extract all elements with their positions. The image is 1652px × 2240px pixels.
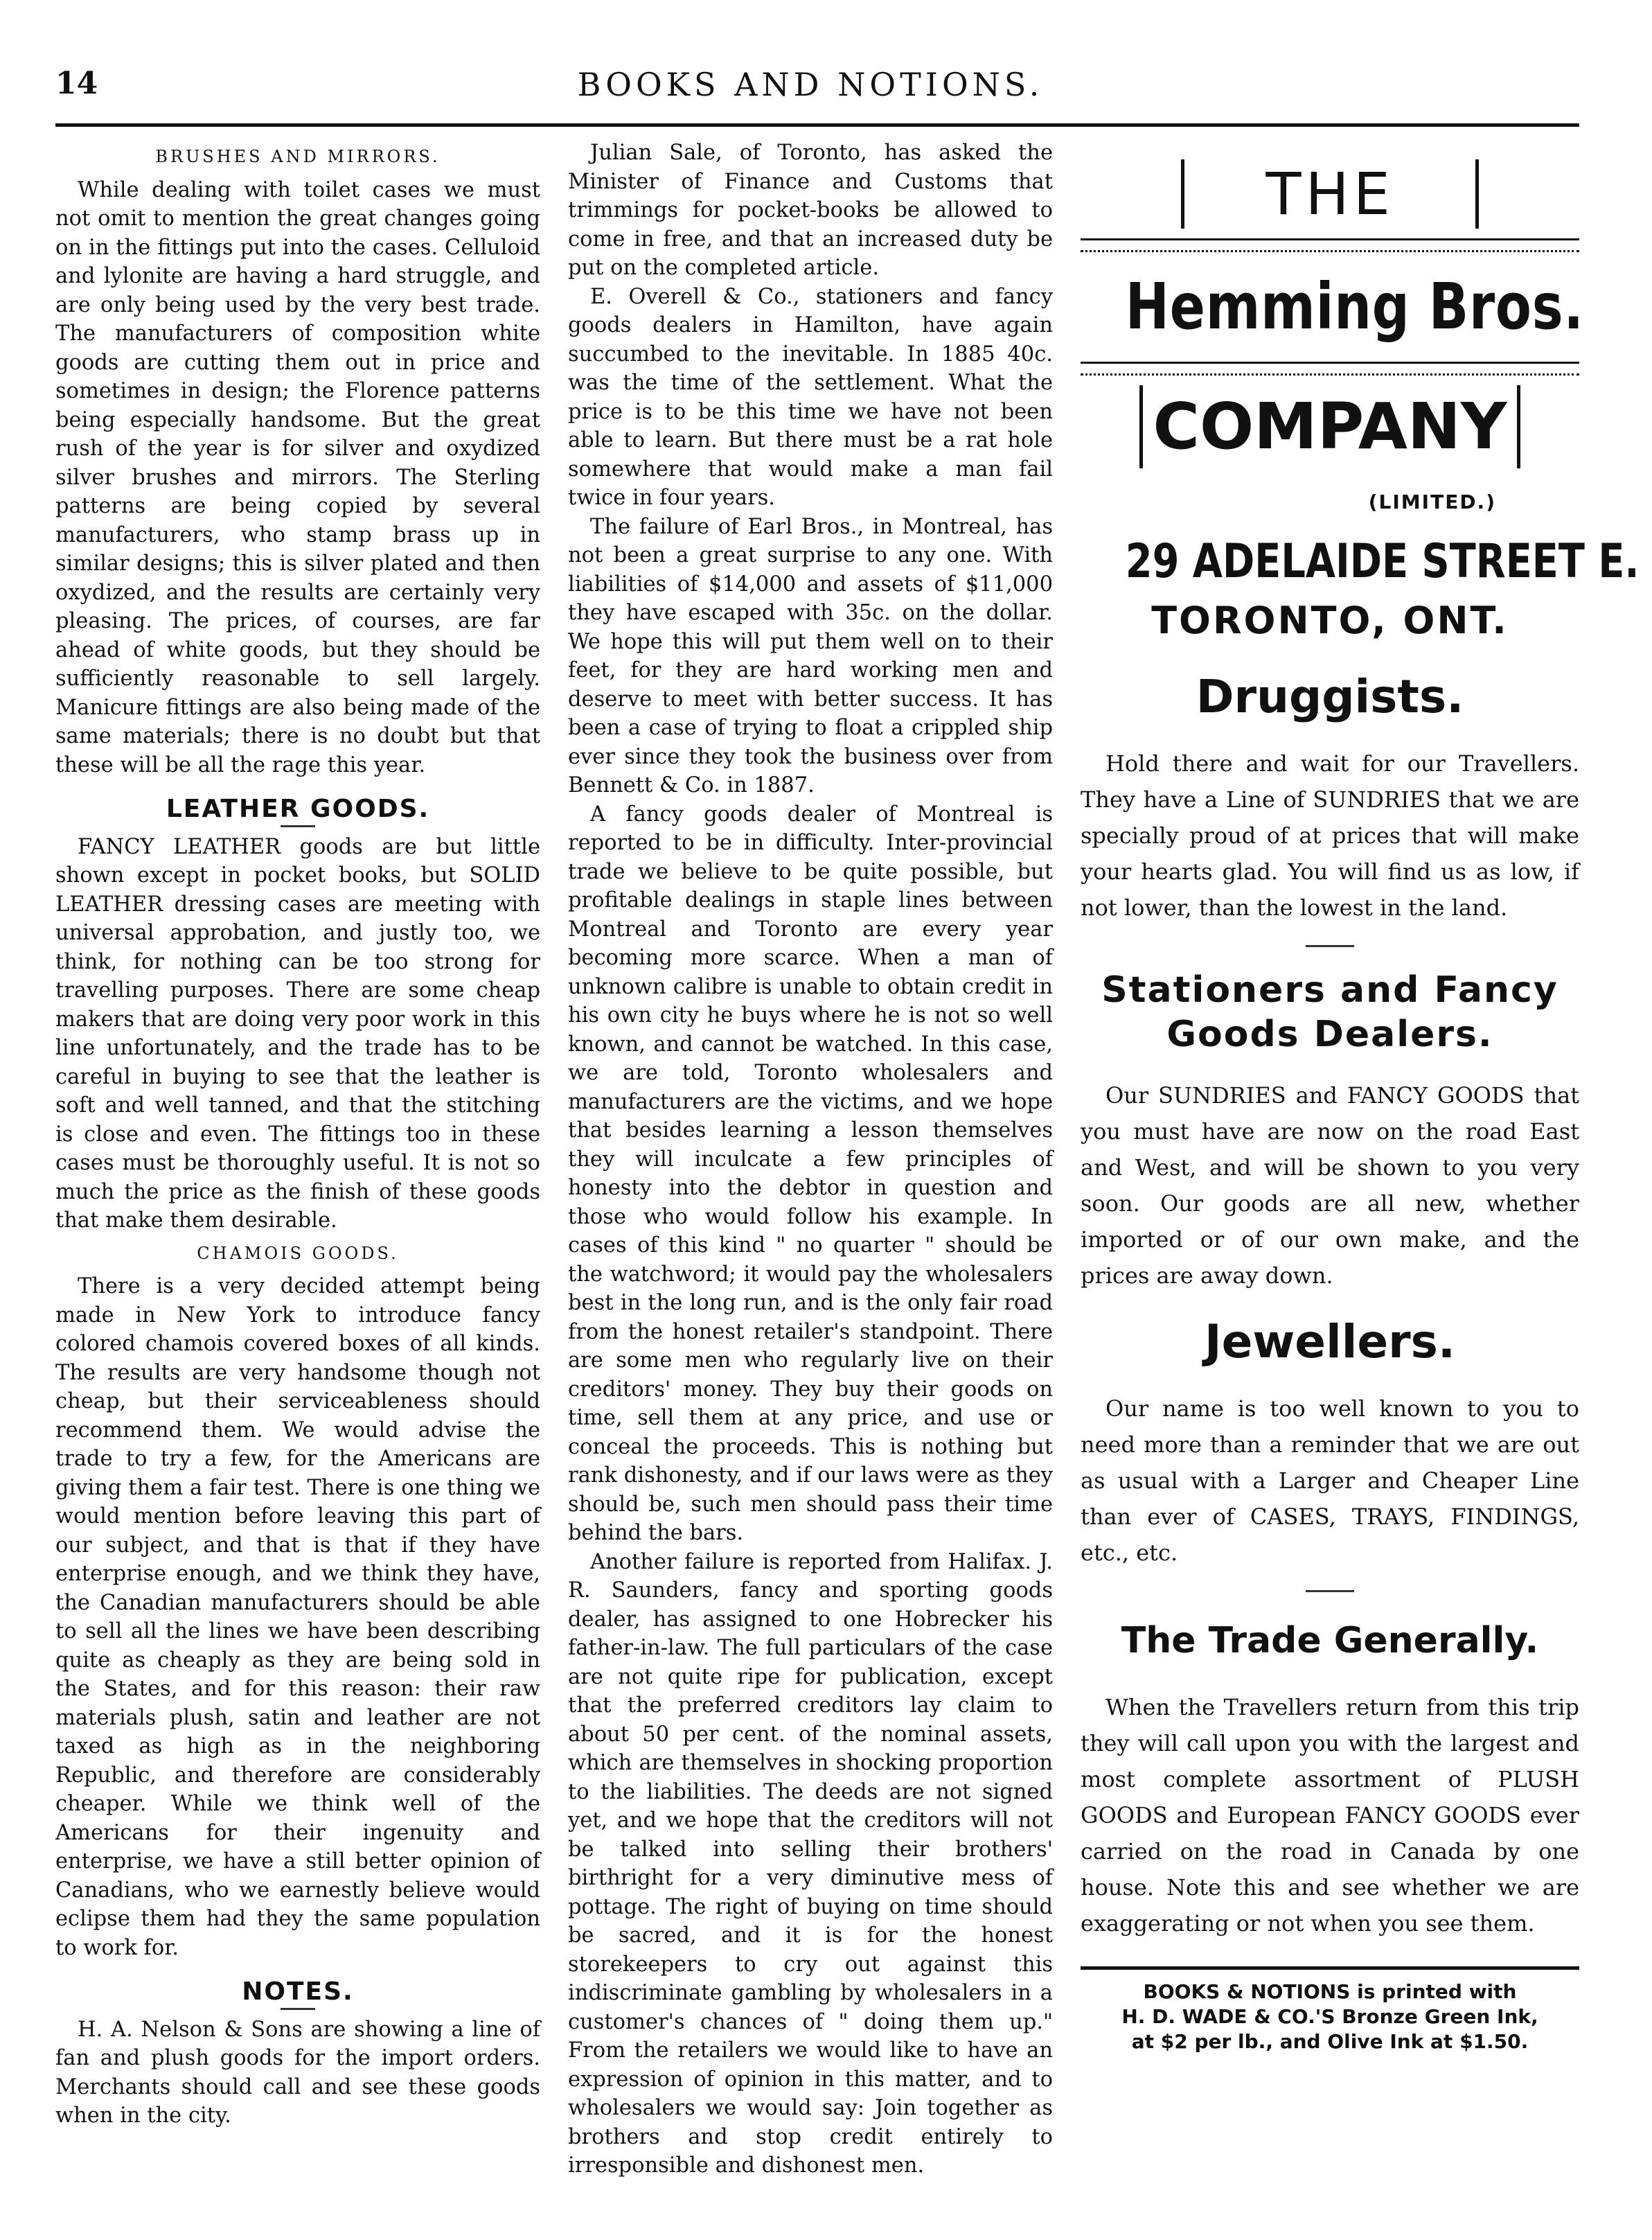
ad-text-druggists: Hold there and wait for our Travellers. They have a Line of SUNDRIES that we are specially proud of at prices that will make your hearts glad. You will find us as low, if not lower, than the lowest in the land.: [1081, 750, 1579, 921]
paragraph-earl-bros: The failure of Earl Bros., in Montreal, has not been a great surprise to any one. With liabilities of $14,000 and assets of $11,000 they have escaped with 35c. on the dollar. We hope this will put them well on to their feet, for they are hard working men and deserve to meet with better success. It has been a case of trying to float a crippled ship ever since they took the business over from Bennett & Co. in 1887.: [568, 514, 1053, 797]
ad-heading-jewellers: Jewellers.: [1205, 1314, 1455, 1368]
column-middle: [568, 139, 1053, 2180]
paragraph-halifax: Another failure is reported from Halifax. J. R. Saunders, fancy and sporting goods dealer, has assigned to one Hobrecker his father-in-law. The full particulars of the case are not quite ripe for publication, except that the preferred creditors lay claim to about 50 per cent. of the nominal assets, which are themselves in shocking proportion to the liabilities. The deeds are not signed yet, and we hope that the creditors will not be talked into selling their brothers' birthright for a very diminutive mess of pottage. The right of buying on time should be sacred, and it is for the honest storekeepers to cry out against this indiscriminate gambling by wholesalers in a customer's chances of " doing them up." From the retailers we would like to have an expression of opinion in this matter, and to wholesalers we would say: Join together as brothers and stop credit entirely to irresponsible and dishonest men.: [568, 1549, 1053, 2178]
subhead-chamois-goods: CHAMOIS GOODS.: [197, 1243, 399, 1263]
ad-company-word: COMPANY: [1139, 385, 1520, 468]
paragraph-chamois: There is a very decided attempt being made in New York to introduce fancy colored chamois covered boxes of all kinds. The results are very handsome though not cheap, but their serviceableness should recommend them. We would advise the trade to try a few, for the Americans are giving them a fair test. There is one thing we would mention before leaving this part of our subject, and that is that if they have enterprise enough, and we think they have, the Canadian manufacturers should be able to sell all the lines we have been describing quite as cheaply as they are being sold in the States, and for this reason: their raw materials plush, satin and leather are not taxed as high as in the neighboring Republic, and therefore are considerably cheaper. While we think well of the Americans for their ingenuity and enterprise, we have a still better opinion of Canadians, who we earnestly believe would eclipse them had they the same population to work for.: [55, 1274, 540, 1960]
ad-limited: (LIMITED.): [1368, 491, 1496, 513]
ad-heading-stationers: Stationers and Fancy Goods Dealers.: [1101, 969, 1558, 1055]
heading-notes: NOTES.: [242, 1977, 354, 2006]
heading-leather-goods: LEATHER GOODS.: [166, 795, 430, 823]
paragraph-notes: H. A. Nelson & Sons are showing a line of fan and plush goods for the import orders. Merchants should call and see these goods when in the city.: [55, 2017, 540, 2128]
ad-company-name: Hemming Bros.: [1125, 270, 1584, 344]
subhead-brushes-mirrors: BRUSHES AND MIRRORS.: [155, 147, 441, 166]
header-rule: [55, 123, 1579, 127]
paragraph-overell: E. Overell & Co., stationers and fancy goods dealers in Hamilton, have again succumbed to the inevitable. In 1885 40c. was the time of the settlement. What the price is to be this time we have not been able to learn. But there must be a rat hole somewhere that would make a man fail twice in four years.: [568, 284, 1053, 510]
ornamental-rule: [1081, 362, 1579, 376]
divider: [281, 2008, 315, 2010]
paragraph-brushes: While dealing with toilet cases we must not omit to mention the great changes going on in the fittings put into the cases. Celluloid and lylonite are having a hard struggle, and are only being used by the very best trade. The manufacturers of composition white goods are cutting them out in price and sometimes in design; the Florence patterns being especially handsome. But the great rush of the year is for silver and oxydized silver brushes and mirrors. The Sterling patterns are being copied by several manufacturers, who stamp brass up in similar designs; this is silver plated and then oxydized, and the results are certainly very pleasing. The prices, of courses, are far ahead of white goods, but they should be sufficiently reasonable to sell largely. Manicure fittings are also being made of the same materials; there is no doubt but that these will be all the rage this year.: [55, 177, 540, 777]
divider: [281, 825, 315, 827]
imprint-line: BOOKS & NOTIONS is printed with: [1143, 1979, 1517, 2003]
divider: [1306, 1590, 1354, 1592]
ad-heading-druggists: Druggists.: [1196, 669, 1464, 723]
ad-address: 29 ADELAIDE STREET E.: [1125, 533, 1640, 589]
ad-text-trade: When the Travellers return from this trip they will call upon you with the largest and most complete assortment of PLUSH GOODS and European FANCY GOODS ever carried on the road in Canada by one house. Note this and see whether we are exaggerating or not when you see them.: [1081, 1693, 1579, 1937]
page-header: [55, 66, 1565, 114]
advertisement-hemming-bros: [1081, 139, 1640, 2054]
page-number: 14: [55, 66, 98, 101]
ad-city: TORONTO, ONT.: [1151, 598, 1509, 642]
imprint-line: H. D. WADE & CO.'S Bronze Green Ink,: [1121, 2004, 1538, 2028]
imprint-line: at $2 per lb., and Olive Ink at $1.50.: [1131, 2029, 1529, 2053]
ad-text-stationers: Our SUNDRIES and FANCY GOODS that you must have are now on the road East and West, and will be shown to you very soon. Our goods are all new, whether imported or of our own make, and the prices are away down.: [1081, 1082, 1579, 1289]
paragraph-montreal-dealer: A fancy goods dealer of Montreal is reported to be in difficulty. Inter-provincial trade we believe to be quite possible, but profitable dealings in staple lines between Montreal and Toronto are every year becoming more scarce. When a man of unknown calibre is unable to obtain credit in his own city he buys where he is not so well known, and cannot be watched. In this case, we are told, Toronto wholesalers and manufacturers are the victims, and we hope that besides learning a lesson themselves they will inculcate a few principles of honesty into the debtor in question and those who would follow his example. In cases of this kind " no quarter " should be the watchword; it would pay the wholesalers best in the long run, and is the only fair road from the honest retailer's standpoint. There are some men who regularly live on their creditors' money. They buy their goods on time, sell them at any price, and use or conceal the proceeds. This is nothing but rank dishonesty, and if our laws were as they should be, such men should pass their time behind the bars.: [568, 802, 1053, 1545]
imprint-notice: [1081, 1966, 1579, 2054]
paragraph-julian-sale: Julian Sale, of Toronto, has asked the Minister of Finance and Customs that trimmings for pocket-books be allowed to come in free, and that an increased duty be put on the completed article.: [568, 141, 1053, 280]
ad-the: THE: [1181, 159, 1479, 229]
running-title: BOOKS AND NOTIONS.: [577, 66, 1044, 103]
ad-text-jewellers: Our name is too well known to you to need more than a reminder that we are out as usual with a Larger and Cheaper Line than ever of CASES, TRAYS, FINDINGS, etc., etc.: [1081, 1395, 1579, 1566]
ad-heading-trade: The Trade Generally.: [1121, 1619, 1539, 1661]
paragraph-leather: FANCY LEATHER goods are but little shown except in pocket books, but SOLID LEATHER dressing cases are meeting with universal approbation, and justly too, we think, for nothing can be too strong for travelling purposes. There are some cheap makers that are doing very poor work in this line unfortunately, and the trade has to be careful in buying to see that the leather is soft and well tanned, and that the stitching is close and even. The fittings too in these cases must be thoroughly useful. It is not so much the price as the finish of these goods that make them desirable.: [55, 834, 540, 1233]
divider: [1306, 945, 1354, 947]
ornamental-rule: [1081, 238, 1579, 252]
column-left: [55, 139, 540, 2131]
